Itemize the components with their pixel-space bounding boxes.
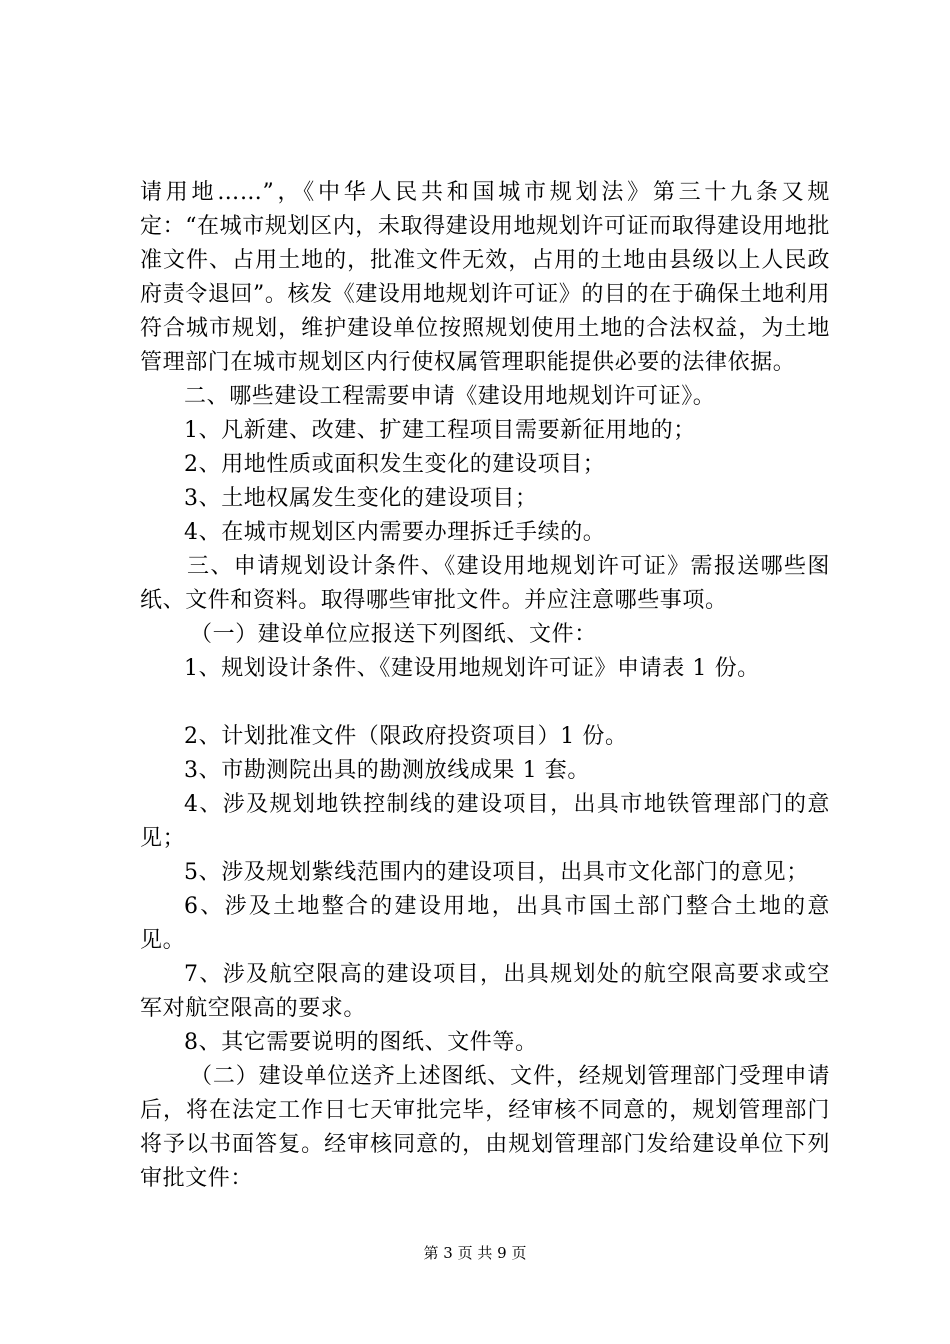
page-footer: 第 3 页 共 9 页	[423, 1244, 527, 1262]
list-item: 5、涉及规划紫线范围内的建设项目，出具市文化部门的意见；	[184, 860, 809, 885]
list-item: 4、涉及规划地铁控制线的建设项目，出具市地铁管理部门的意见；	[140, 792, 830, 851]
list-item: 1、规划设计条件、《建设用地规划许可证》申请表 1 份。	[184, 656, 760, 681]
subsection-heading-two: （二）建设单位送齐上述图纸、文件，经规划管理部门受理申请后，将在法定工作日七天审批完毕，经审核不同意的，规划管理部门将予以书面答复。经审核同意的，由规划管理部门发给建设单位下列审批文件：	[140, 1064, 830, 1191]
list-item: 4、在城市规划区内需要办理拆迁手续的。	[184, 520, 606, 545]
list-item: 1、凡新建、改建、扩建工程项目需要新征用地的；	[184, 418, 696, 443]
document-body	[140, 176, 830, 1196]
section-heading-two: 二、哪些建设工程需要申请《建设用地规划许可证》。	[184, 384, 716, 409]
subsection-heading-one: （一）建设单位应报送下列图纸、文件：	[190, 622, 597, 647]
paragraph-law-citation: 请用地……”，《中华人民共和国城市规划法》第三十九条又规定：“在城市规划区内，未取得建设用地规划许可证而取得建设用地批准文件、占用土地的，批准文件无效，占用的土地由县级以上人民政府责令退回”。核发《建设用地规划许可证》的目的在于确保土地利用符合城市规划，维护建设单位按照规划使用土地的合法权益，为土地管理部门在城市规划区内行使权属管理职能提供必要的法律依据。	[140, 180, 830, 375]
list-item: 3、土地权属发生变化的建设项目；	[184, 486, 538, 511]
list-item: 6、涉及土地整合的建设用地，出具市国土部门整合土地的意见。	[140, 894, 830, 953]
list-item: 8、其它需要说明的图纸、文件等。	[184, 1030, 538, 1055]
list-item: 3、市勘测院出具的勘测放线成果 1 套。	[184, 758, 590, 783]
list-item: 7、涉及航空限高的建设项目，出具规划处的航空限高要求或空军对航空限高的要求。	[140, 962, 830, 1021]
blank-line	[140, 686, 830, 720]
list-item: 2、计划批准文件（限政府投资项目）1 份。	[184, 724, 628, 749]
section-heading-three: 三、申请规划设计条件、《建设用地规划许可证》需报送哪些图纸、文件和资料。取得哪些审批文件。并应注意哪些事项。	[140, 554, 830, 613]
list-item: 2、用地性质或面积发生变化的建设项目；	[184, 452, 606, 477]
